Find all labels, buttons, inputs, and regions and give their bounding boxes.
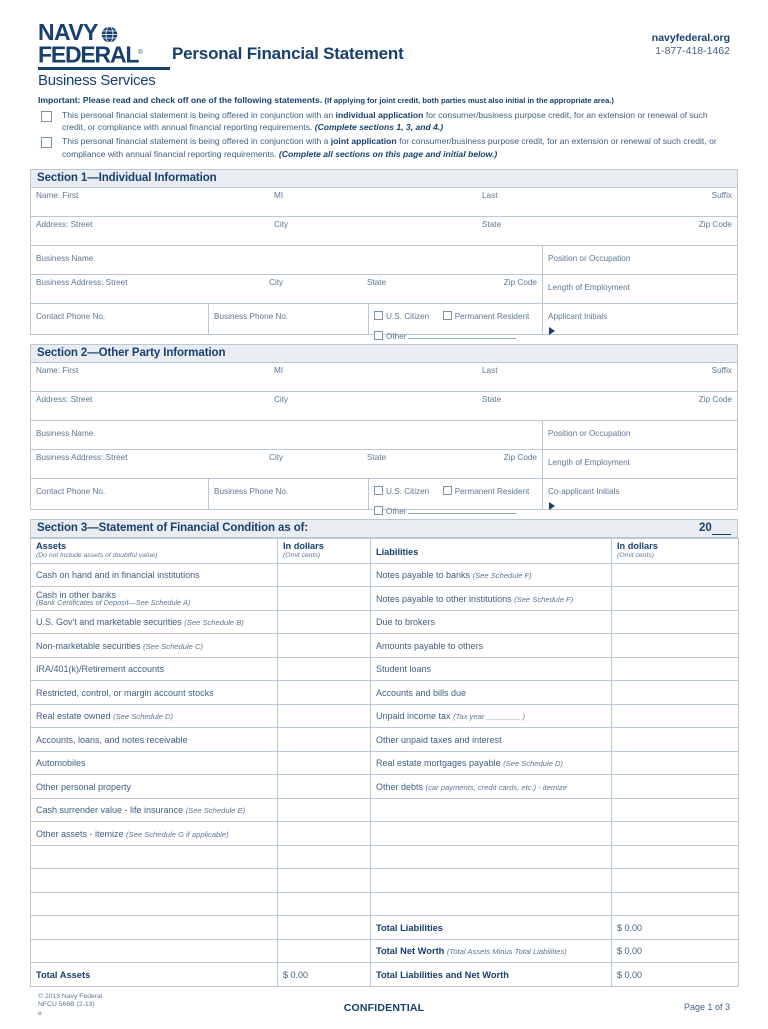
asset-row-amount[interactable] [278,775,371,799]
label-address-zip: Zip Code [698,394,732,404]
table-row [31,728,739,752]
liability-label: Notes payable to other institutions [376,593,512,604]
joint-application-text [62,135,730,159]
address-row[interactable] [31,217,737,246]
table-row [31,916,739,940]
label-middle-initial: MI [274,365,284,375]
statement-year-field[interactable] [699,522,731,534]
liability-row-label[interactable] [371,587,612,611]
field-length-employment[interactable] [543,275,737,303]
asset-row-amount[interactable] [278,845,371,869]
liability-row-amount[interactable] [612,892,739,916]
initials-pointer-icon [549,327,555,335]
liability-label: Student loans [376,664,432,675]
total-assets-label: Total Assets [36,969,91,980]
asset-row-amount[interactable] [278,681,371,705]
asset-row-label[interactable] [31,728,278,752]
label-coapplicant-initials: Co-applicant Initials [548,486,620,496]
opt1-mid: for consumer/business purpose credit, for an extension or renewal of such credit, or compliance with annual financial reporting requirements. [62,110,708,133]
label-us-citizen: U.S. Citizen [386,311,430,321]
liability-total-cell [371,963,612,987]
header-assets-dollars-label: In dollars [283,540,324,551]
asset-row-label[interactable] [31,587,278,611]
year-input-blank[interactable] [712,522,731,535]
asset-sub-note: (Bank Certificates of Deposit—See Schedule A) [36,598,191,608]
table-row [31,869,739,893]
liability-total-label: Total Net Worth [376,946,445,957]
checkbox-joint-application[interactable] [41,137,52,148]
header-assets-dollars-note: (Omit cents) [283,551,321,559]
asset-label: Restricted, control, or margin account stocks [36,687,214,698]
asset-label: Cash surrender value - life insurance [36,805,184,816]
liability-label: Real estate mortgages payable [376,758,501,769]
field-business-address[interactable] [31,450,543,478]
liability-total-cell [371,939,612,963]
asset-row-label[interactable] [31,751,278,775]
liability-row-label[interactable] [371,798,612,822]
financial-condition-table [30,538,739,987]
liability-row-label[interactable] [371,704,612,728]
header-liabilities [371,538,612,563]
other-citizenship-input[interactable] [408,505,516,514]
asset-label: U.S. Gov't and marketable securities [36,617,182,628]
label-bus-state: State [367,277,387,287]
section-1-banner [30,169,738,188]
liability-row-amount[interactable] [612,798,739,822]
important-notice [30,94,738,160]
field-contact-phone[interactable] [31,304,209,334]
label-position-occupation: Position or Occupation [548,428,631,438]
checkbox-permanent-resident[interactable] [443,311,452,320]
asset-label: Accounts, loans, and notes receivable [36,734,188,745]
liability-schedule-ref: (See Schedule F) [514,594,574,604]
opt1-pre: This personal financial statement is being offered in conjunction with an [62,110,336,120]
asset-row-label[interactable] [31,845,278,869]
label-permanent-resident: Permanent Resident [454,486,530,496]
option-permanent-resident[interactable] [443,487,530,496]
label-address-street: Address: Street [36,394,93,404]
page-title: Personal Financial Statement [172,44,404,63]
checkbox-other-citizenship[interactable] [374,331,383,340]
contact-citizenship-row[interactable] [31,479,737,516]
asset-schedule-ref: (See Schedule C) [143,641,204,651]
asset-schedule-ref: (See Schedule D) [113,712,174,722]
asset-row-amount[interactable] [278,798,371,822]
opt1-bold: individual application [335,110,424,120]
asset-row-label[interactable] [31,822,278,846]
field-applicant-initials[interactable] [543,304,737,334]
header-assets-note: (Do not include assets of doubtful value) [36,551,158,559]
label-applicant-initials: Applicant Initials [548,311,608,321]
other-citizenship-input[interactable] [408,330,516,339]
opt2-mid: for consumer/business purpose credit, for an extension or renewal of such credit, or compliance with annual financial reporting requirements. [62,136,717,159]
asset-row-amount[interactable] [278,563,371,587]
liability-row-label[interactable] [371,681,612,705]
liability-row-amount[interactable] [612,657,739,681]
label-length-employment: Length of Employment [548,282,630,292]
contact-citizenship-row[interactable] [31,304,737,341]
label-other-citizenship: Other [386,331,407,341]
business-address-row[interactable] [31,275,737,304]
table-row [31,634,739,658]
business-address-row[interactable] [31,450,737,479]
liability-label: Unpaid income tax [376,711,451,722]
label-bus-state: State [367,452,387,462]
liability-row-label[interactable] [371,751,612,775]
section-3-banner [30,519,738,538]
label-address-street: Address: Street [36,219,93,229]
liability-label: Due to brokers [376,617,436,628]
individual-application-text [62,109,730,133]
navy-federal-logo [38,19,170,89]
citizenship-group[interactable] [369,479,543,516]
liability-label: Other unpaid taxes and interest [376,734,502,745]
section-1-title: Section 1—Individual Information [37,172,217,185]
liability-row-label[interactable] [371,892,612,916]
liability-total-value: $ 0.00 [612,916,739,940]
globe-icon [101,25,118,42]
label-bus-zip: Zip Code [503,277,537,287]
field-length-employment[interactable] [543,450,737,478]
section-2-fields [30,363,738,516]
asset-row-label[interactable] [31,610,278,634]
opt1-instruction: (Complete sections 1, 3, and 4.) [314,122,444,133]
asset-row-amount[interactable] [278,704,371,728]
name-row[interactable] [31,363,737,392]
option-us-citizen[interactable] [374,487,429,496]
asset-row-amount[interactable] [278,869,371,893]
asset-schedule-ref: (See Schedule B) [184,618,244,628]
asset-label: Other assets - itemize [36,828,124,839]
liability-total-note: (Total Assets Minus Total Liabilities) [446,947,567,957]
logo-text-navy: NAVY [38,19,98,45]
asset-row-label[interactable] [31,704,278,728]
financial-table-body [31,563,739,986]
page-footer [30,993,738,1029]
liability-row-label[interactable] [371,728,612,752]
asset-label: Real estate owned [36,711,111,722]
table-row [31,963,739,987]
important-heading [38,94,730,107]
option-other-citizenship[interactable] [374,507,406,516]
liability-row-amount[interactable] [612,845,739,869]
asset-label: Cash in other banks [36,590,117,601]
label-address-state: State [482,394,502,404]
checkbox-permanent-resident[interactable] [443,486,452,495]
liability-schedule-ref: (See Schedule D) [503,759,564,769]
table-row [31,751,739,775]
section-2-title: Section 2—Other Party Information [37,347,226,360]
liability-total-label: Total Liabilities and Net Worth [376,969,509,980]
label-bus-street: Business Address: Street [36,277,128,287]
phone-number: 1-877-418-1462 [655,45,730,57]
asset-label: Non-marketable securities [36,640,141,651]
liability-total-cell [371,916,612,940]
checkbox-us-citizen[interactable] [374,486,383,495]
year-prefix: 20 [699,522,712,535]
section-1-fields [30,188,738,341]
liability-label: Accounts and bills due [376,687,467,698]
header-assets-label: Assets [36,540,67,551]
field-business-address[interactable] [31,275,543,303]
opt2-instruction: (Complete all sections on this page and initial below.) [278,148,498,159]
asset-row-label[interactable] [31,681,278,705]
label-address-zip: Zip Code [698,219,732,229]
table-row [31,798,739,822]
asset-row-label[interactable] [31,775,278,799]
liability-row-amount[interactable] [612,751,739,775]
asset-row-amount[interactable] [278,751,371,775]
label-address-state: State [482,219,502,229]
field-business-phone[interactable] [209,304,369,334]
liability-row-amount[interactable] [612,587,739,611]
table-row [31,657,739,681]
table-row [31,892,739,916]
field-position-occupation[interactable] [543,421,737,449]
asset-row-amount[interactable] [278,892,371,916]
footer-copyright: © 2013 Navy Federal [38,992,103,1000]
important-heading-bold: Important: Please read and check off one of the following statements. [38,95,323,105]
asset-label: IRA/401(k)/Retirement accounts [36,664,165,675]
header-liab-dollars-label: In dollars [617,540,658,551]
table-row [31,939,739,963]
asset-row-label[interactable] [31,563,278,587]
asset-row-label[interactable] [31,657,278,681]
label-permanent-resident: Permanent Resident [454,311,530,321]
label-other-citizenship: Other [386,506,407,516]
table-header-row [31,538,739,563]
option-other-citizenship[interactable] [374,332,406,341]
label-length-employment: Length of Employment [548,457,630,467]
liability-row-label[interactable] [371,657,612,681]
footer-suffix: e [38,1010,42,1017]
asset-row-label[interactable] [31,916,278,940]
asset-row-label[interactable] [31,939,278,963]
liability-schedule-ref: (Tax year ________ ) [453,712,525,722]
footer-form-number: NFCU 566B (2-13) [38,1001,95,1009]
total-assets-value: $ 0.00 [278,963,371,987]
header-assets [31,538,278,563]
liability-label: Notes payable to banks [376,570,471,581]
asset-row-label[interactable] [31,634,278,658]
page-header [30,0,738,92]
label-bus-city: City [269,277,284,287]
label-bus-street: Business Address: Street [36,452,128,462]
liability-row-label[interactable] [371,822,612,846]
asset-row-amount[interactable] [278,728,371,752]
total-assets-cell [31,963,278,987]
citizenship-group[interactable] [369,304,543,341]
section-3-title: Section 3—Statement of Financial Condition as of: [37,522,309,535]
table-row [31,681,739,705]
liability-row-amount[interactable] [612,704,739,728]
liability-row-amount[interactable] [612,634,739,658]
asset-schedule-ref: (See Schedule G if applicable) [126,829,229,839]
field-business-name[interactable] [31,246,543,274]
option-us-citizen[interactable] [374,312,429,321]
label-business-phone: Business Phone No. [214,486,289,496]
liability-row-label[interactable] [371,845,612,869]
checkbox-individual-application[interactable] [41,111,52,122]
label-middle-initial: MI [274,190,284,200]
liability-row-label[interactable] [371,869,612,893]
label-us-citizen: U.S. Citizen [386,486,430,496]
asset-row-label[interactable] [31,892,278,916]
field-position-occupation[interactable] [543,246,737,274]
table-row [31,563,739,587]
liability-row-amount[interactable] [612,610,739,634]
table-row [31,704,739,728]
asset-row-amount[interactable] [278,610,371,634]
liability-row-amount[interactable] [612,822,739,846]
table-row [31,587,739,611]
liability-label: Amounts payable to others [376,640,484,651]
option-permanent-resident[interactable] [443,312,530,321]
table-row [31,775,739,799]
footer-confidential-label: CONFIDENTIAL [343,1001,425,1014]
initials-pointer-icon [549,502,555,510]
table-row [31,610,739,634]
asset-label: Automobiles [36,758,86,769]
asset-schedule-ref: (See Schedule E) [185,806,246,816]
asset-row-amount[interactable] [278,939,371,963]
joint-application-option[interactable] [38,135,730,159]
liability-schedule-ref: (See Schedule F) [472,571,532,581]
label-business-phone: Business Phone No. [214,311,289,321]
asset-row-label[interactable] [31,869,278,893]
label-business-name: Business Name [36,428,94,438]
asset-row-amount[interactable] [278,822,371,846]
important-heading-paren: (If applying for joint credit, both parties must also initial in the appropriate area.) [324,96,614,105]
header-liabilities-dollars [612,538,739,563]
logo-text-business-services: Business Services [38,71,156,89]
liability-label: Other debts [376,781,424,792]
opt2-pre: This personal financial statement is being offered in conjunction with a [62,136,331,147]
checkbox-us-citizen[interactable] [374,311,383,320]
label-suffix: Suffix [711,190,732,200]
section-2-banner [30,344,738,363]
liability-row-amount[interactable] [612,681,739,705]
label-suffix: Suffix [711,365,732,375]
label-first-name: Name: First [36,190,79,200]
liability-row-amount[interactable] [612,563,739,587]
header-contact-info [652,32,730,58]
asset-row-amount[interactable] [278,587,371,611]
asset-row-amount[interactable] [278,634,371,658]
field-contact-phone[interactable] [31,479,209,509]
field-business-name[interactable] [31,421,543,449]
liability-schedule-ref: (car payments, credit cards, etc.) - itemize [425,782,567,792]
label-contact-phone: Contact Phone No. [36,486,106,496]
label-bus-city: City [269,452,284,462]
liability-row-label[interactable] [371,775,612,799]
label-last-name: Last [482,190,498,200]
label-contact-phone: Contact Phone No. [36,311,106,321]
name-row[interactable] [31,188,737,217]
asset-label: Other personal property [36,781,132,792]
liability-row-label[interactable] [371,634,612,658]
asset-label: Cash on hand and in financial institutions [36,570,200,581]
liability-row-label[interactable] [371,610,612,634]
field-business-phone[interactable] [209,479,369,509]
liability-total-label: Total Liabilities [376,922,443,933]
label-last-name: Last [482,365,498,375]
liability-total-value: $ 0.00 [612,939,739,963]
registered-trademark-icon: ® [138,50,142,56]
liability-row-amount[interactable] [612,775,739,799]
individual-application-option[interactable] [38,109,730,133]
table-row [31,845,739,869]
liability-total-value: $ 0.00 [612,963,739,987]
header-liabilities-label: Liabilities [376,546,419,557]
liability-row-amount[interactable] [612,869,739,893]
header-liab-dollars-note: (Omit cents) [617,551,655,559]
business-name-row[interactable] [31,246,737,275]
label-position-occupation: Position or Occupation [548,253,631,263]
opt2-bold: joint application [330,136,397,147]
asset-row-amount[interactable] [278,916,371,940]
footer-page-number: Page 1 of 3 [683,1001,730,1012]
header-assets-dollars [278,538,371,563]
label-address-city: City [274,219,289,229]
table-row [31,822,739,846]
label-bus-zip: Zip Code [503,452,537,462]
label-first-name: Name: First [36,365,79,375]
liability-row-label[interactable] [371,563,612,587]
label-business-name: Business Name [36,253,94,263]
asset-row-label[interactable] [31,798,278,822]
business-name-row[interactable] [31,421,737,450]
logo-text-federal: FEDERAL [38,41,139,68]
checkbox-other-citizenship[interactable] [374,506,383,515]
field-coapplicant-initials[interactable] [543,479,737,509]
asset-row-amount[interactable] [278,657,371,681]
address-row[interactable] [31,392,737,421]
liability-row-amount[interactable] [612,728,739,752]
label-address-city: City [274,394,289,404]
website-url[interactable]: navyfederal.org [651,32,730,44]
